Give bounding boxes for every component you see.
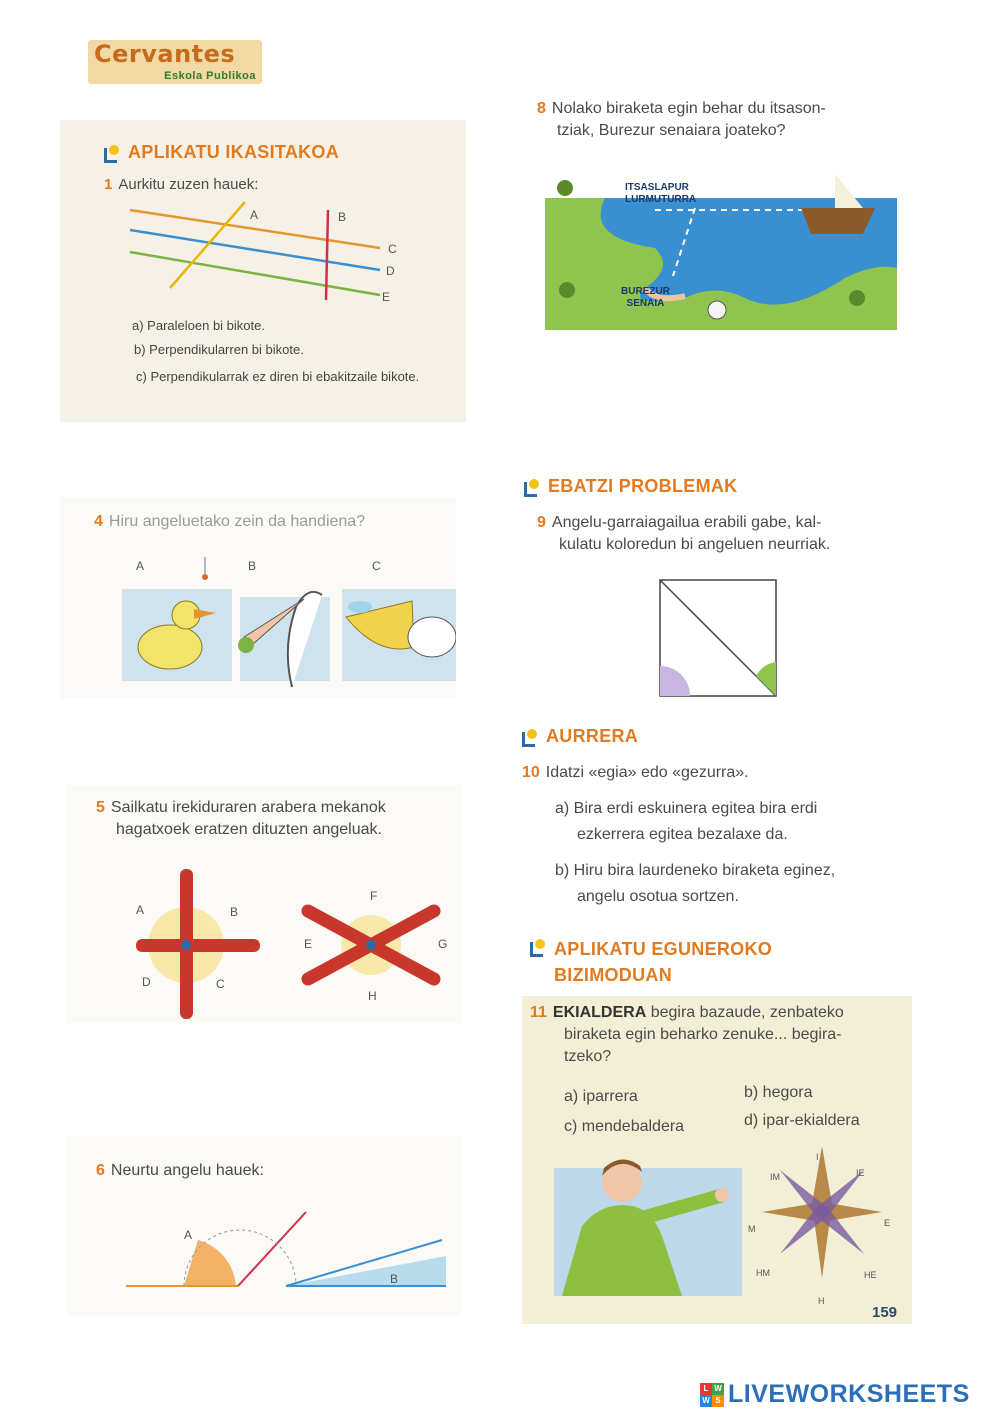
exercise-10-item-a: a) Bira erdi eskuinera egitea bira erdi ezkerrera egitea bezalaxe da.	[555, 800, 818, 843]
angle-b-fill	[286, 1256, 446, 1286]
exercise-9-question: 9 Angelu-garraiagailua erabili gabe, kal- kulatu koloredun bi angeluen neurriak.	[537, 514, 831, 553]
angle-label-b: B	[248, 559, 257, 573]
option-b: b) hegora	[744, 1084, 813, 1101]
page-number: 159	[872, 1304, 898, 1321]
section-heading-apply: APLIKATU IKASITAKOA	[104, 142, 339, 163]
section-icon	[530, 939, 546, 955]
skull-icon	[708, 301, 726, 319]
compass-label-north: I	[816, 1152, 819, 1162]
liveworksheets-brand	[700, 1380, 970, 1409]
exercise-10-item-b: b) Hiru bira laurdeneko biraketa eginez, angelu osotua sortzen.	[555, 862, 836, 905]
compass-label-southeast: HE	[864, 1270, 877, 1280]
section-heading-problems: EBATZI PROBLEMAK	[524, 476, 737, 497]
section-icon	[524, 479, 540, 495]
compass-scene	[522, 996, 912, 1324]
map-label-bay: BUREZUR SENAIA	[621, 286, 670, 309]
angle-label-c: C	[372, 559, 381, 573]
compass-label-south: H	[818, 1296, 825, 1306]
exercise-5-card	[66, 785, 461, 1023]
exercise-4-card	[60, 497, 456, 699]
mechano-label-e: E	[304, 937, 313, 951]
compass-label-northeast: IE	[856, 1168, 865, 1178]
angle-6-label-a: A	[184, 1228, 193, 1242]
exercise-5-question: 5 Sailkatu irekiduraren arabera mekanok hagatxoek eratzen dituzten angeluak.	[96, 799, 386, 838]
exercise-1-item-c: c) Perpendikularrak ez diren bi ebakitzaile bikote.	[136, 369, 420, 384]
angles-illustration	[66, 1136, 461, 1316]
exercise-1-item-b: b) Perpendikularren bi bikote.	[134, 342, 304, 357]
tree-icon-3	[849, 290, 865, 306]
tree-icon-2	[559, 282, 575, 298]
angle-a-fill	[184, 1240, 236, 1286]
logo-name: Cervantes	[94, 40, 236, 68]
angle-a-ray-2	[238, 1212, 306, 1286]
compass-label-west: M	[748, 1224, 756, 1234]
option-d: d) ipar-ekialdera	[744, 1112, 860, 1129]
spider	[202, 574, 208, 580]
exercise-1-card	[60, 120, 466, 422]
stork-ball	[238, 637, 254, 653]
exercise-8-map	[545, 168, 897, 330]
logo-subtitle: Eskola Publikoa	[164, 70, 256, 82]
mechano-label-g: G	[438, 937, 448, 951]
mechano-pivot-right	[366, 940, 376, 950]
mechano-label-h: H	[368, 989, 377, 1003]
liveworksheets-wordmark: LIVEWORKSHEETS	[728, 1380, 970, 1408]
compass-label-southwest: HM	[756, 1268, 770, 1278]
mechano-label-c: C	[216, 977, 225, 991]
line-label-e: E	[382, 290, 391, 304]
exercise-8-question: 8 Nolako biraketa egin behar du itsason- tziak, Burezur senaiara joateko?	[537, 100, 826, 139]
section-heading-daily-life: APLIKATU EGUNEROKO BIZIMODUAN	[530, 936, 772, 988]
line-e-green	[130, 252, 380, 295]
angle-6-label-b: B	[390, 1272, 399, 1286]
mechano-pivot-left	[181, 940, 191, 950]
compass-label-east: E	[884, 1218, 891, 1228]
liveworksheets-logo-icon: L W W S	[700, 1383, 724, 1407]
exercise-6-question: 6 Neurtu angelu hauek:	[96, 1162, 264, 1179]
line-label-a: A	[250, 208, 259, 222]
line-a-yellow	[170, 202, 245, 288]
chick-body	[138, 625, 202, 669]
section-heading-forward: AURRERA	[522, 726, 638, 747]
boy-hand	[715, 1188, 729, 1202]
exercise-1-item-a: a) Paraleloen bi bikote.	[132, 318, 265, 333]
mechano-illustration	[66, 785, 461, 1023]
square-diagram	[650, 570, 786, 706]
mechano-label-d: D	[142, 975, 151, 989]
line-d-blue	[130, 230, 380, 270]
mechano-label-a: A	[136, 903, 145, 917]
mechano-bar-horizontal	[136, 939, 260, 952]
exercise-4-question: 4 Hiru angeluetako zein da handiena?	[94, 513, 366, 530]
option-a: a) iparrera	[564, 1088, 638, 1105]
tree-icon	[557, 180, 573, 196]
school-logo	[88, 40, 262, 84]
mechano-label-f: F	[370, 889, 378, 903]
pelican-water	[348, 601, 372, 613]
compass-label-northwest: IM	[770, 1172, 780, 1182]
line-label-c: C	[388, 242, 397, 256]
angle-label-a: A	[136, 559, 145, 573]
ship-hull	[801, 208, 875, 234]
exercise-10-question: 10 Idatzi «egia» edo «gezurra».	[522, 764, 749, 781]
exercise-1-question: 1 Aurkitu zuzen hauek:	[104, 176, 259, 193]
section-icon	[522, 729, 538, 745]
pelican-head	[408, 617, 456, 657]
option-c: c) mendebaldera	[564, 1118, 685, 1135]
exercise-11-card	[522, 996, 912, 1324]
mechano-label-b: B	[230, 905, 239, 919]
birds-illustration	[60, 497, 456, 699]
line-label-b: B	[338, 210, 347, 224]
exercise-6-card	[66, 1136, 461, 1316]
map-illustration	[545, 168, 897, 330]
line-label-d: D	[386, 264, 395, 278]
exercise-11-question: 11 EKIALDERA begira bazaude, zenbateko biraketa egin beharko zenuke... begira- tzeko?	[530, 1004, 844, 1065]
map-label-cape: ITSASLAPUR LURMUTURRA	[625, 182, 697, 205]
